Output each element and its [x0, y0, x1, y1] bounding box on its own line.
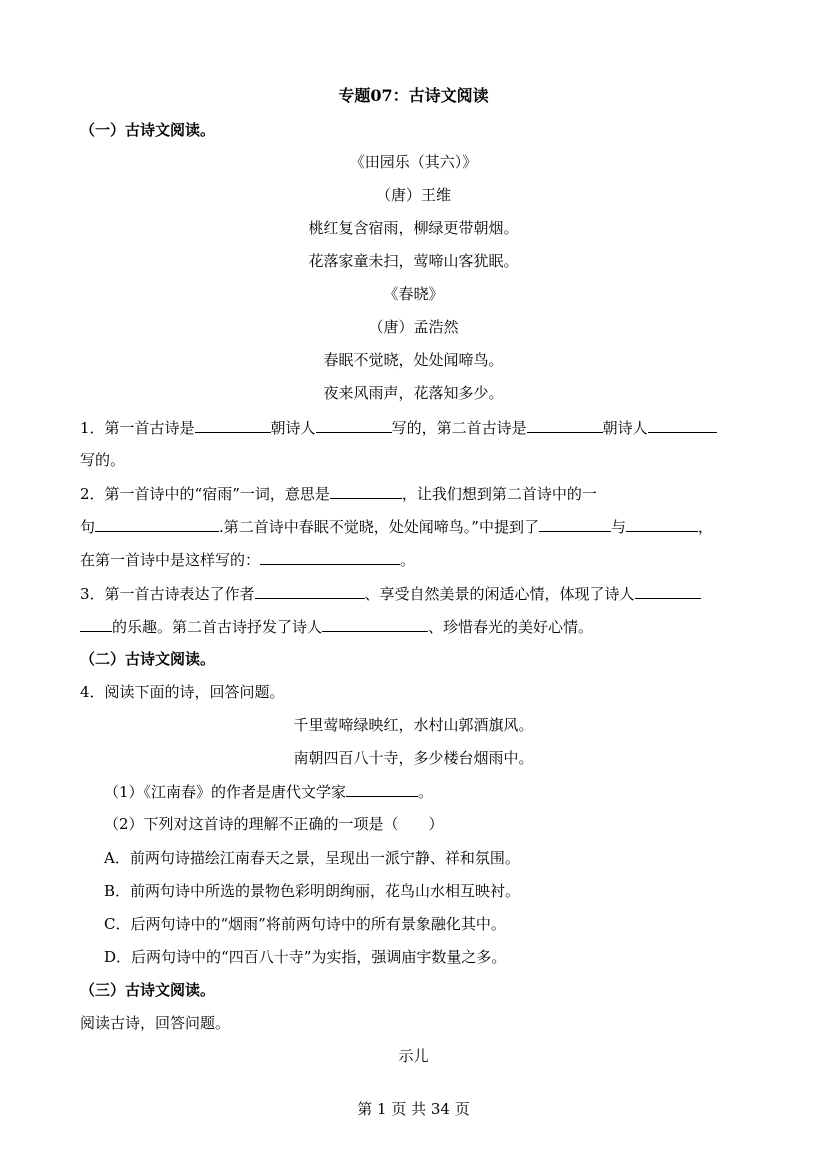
poem1-line: 桃红复含宿雨，柳绿更带朝烟。	[308, 219, 519, 237]
option-d[interactable]: D．后两句诗中的“四百八十寺”为实指，强调庙宇数量之多。	[104, 948, 507, 966]
option-c[interactable]: C．后两句诗中的“烟雨”将前两句诗中的所有景象融化其中。	[104, 915, 506, 933]
answer-blank[interactable]	[322, 616, 428, 632]
answer-blank[interactable]	[260, 549, 400, 565]
answer-blank[interactable]	[626, 516, 698, 532]
question-3	[80, 583, 701, 604]
q3-text: 3．第一首古诗表达了作者	[80, 585, 255, 603]
q4-sub1-text: （1）《江南春》的作者是唐代文学家	[104, 783, 347, 801]
answer-blank[interactable]	[195, 417, 271, 433]
poem3-line: 南朝四百八十寺，多少楼台烟雨中。	[293, 749, 534, 767]
answer-blank[interactable]	[527, 417, 603, 433]
poem2-line: 夜来风雨声，花落知多少。	[323, 384, 504, 402]
q3-text: 、享受自然美景的闲适心情，体现了诗人	[364, 585, 635, 603]
poem2-line: 春眠不觉晓，处处闻啼鸟。	[323, 351, 504, 369]
q2-text: 句	[80, 518, 96, 536]
answer-blank[interactable]	[539, 516, 611, 532]
page-footer: 第 1 页 共 34 页	[357, 1100, 470, 1118]
q3-text: 的乐趣。第二首古诗抒发了诗人	[112, 618, 323, 636]
poem1-title: 《田园乐（其六）》	[349, 153, 478, 171]
poem2-author: （唐）孟浩然	[368, 318, 459, 336]
question-4-intro: 4．阅读下面的诗，回答问题。	[80, 683, 285, 701]
q1-text: 1．第一首古诗是	[80, 419, 195, 437]
section3-intro: 阅读古诗，回答问题。	[80, 1014, 231, 1032]
q1-text: 朝诗人	[270, 419, 316, 437]
poem1-line: 花落家童未扫，莺啼山客犹眠。	[308, 252, 519, 270]
poem2-title: 《春晓》	[383, 285, 444, 303]
answer-blank[interactable]	[255, 583, 365, 599]
q4-sub2: （2）下列对这首诗的理解不正确的一项是（ ）	[104, 815, 444, 833]
poem3-line: 千里莺啼绿映红，水村山郭酒旗风。	[293, 716, 534, 734]
option-a[interactable]: A．前两句诗描绘江南春天之景，呈现出一派宁静、祥和氛围。	[104, 849, 520, 867]
q2-text: 在第一首诗中是这样写的：	[80, 551, 261, 569]
answer-blank[interactable]	[330, 483, 402, 499]
answer-blank[interactable]	[80, 616, 112, 632]
answer-blank[interactable]	[635, 583, 701, 599]
q2-line2	[80, 516, 713, 537]
q2-text: ，让我们想到第二首诗中的一	[401, 485, 597, 503]
section1-heading: （一）古诗文阅读。	[80, 121, 216, 139]
q1-continuation: 写的。	[80, 451, 126, 469]
section2-heading: （二）古诗文阅读。	[80, 650, 216, 668]
q3-line2	[80, 616, 593, 637]
answer-blank[interactable]	[346, 781, 418, 797]
q1-text: 朝诗人	[602, 419, 648, 437]
q1-text: 写的，第二首古诗是	[391, 419, 527, 437]
question-2	[80, 483, 597, 504]
q2-line3	[80, 549, 415, 570]
q2-text: .第二首诗中春眠不觉晓，处处闻啼鸟。”中提到了	[219, 518, 539, 536]
q3-text: 、珍惜春光的美好心情。	[428, 618, 594, 636]
q2-text: 2．第一首诗中的“宿雨”一词，意思是	[80, 485, 330, 503]
q4-sub1-text: 。	[418, 783, 434, 801]
poem1-author: （唐）王维	[375, 186, 451, 204]
q2-text: 与	[610, 518, 626, 536]
q4-sub1	[104, 781, 433, 802]
q2-text: 。	[400, 551, 416, 569]
answer-blank[interactable]	[648, 417, 717, 433]
option-b[interactable]: B．前两句诗中所选的景物色彩明朗绚丽，花鸟山水相互映衬。	[104, 882, 521, 900]
page-title: 专题07：古诗文阅读	[338, 86, 489, 105]
poem4-title: 示儿	[398, 1047, 429, 1065]
question-1	[80, 417, 717, 438]
answer-blank[interactable]	[95, 516, 219, 532]
answer-blank[interactable]	[316, 417, 392, 433]
section3-heading: （三）古诗文阅读。	[80, 981, 216, 999]
q2-text: ，	[697, 518, 713, 536]
